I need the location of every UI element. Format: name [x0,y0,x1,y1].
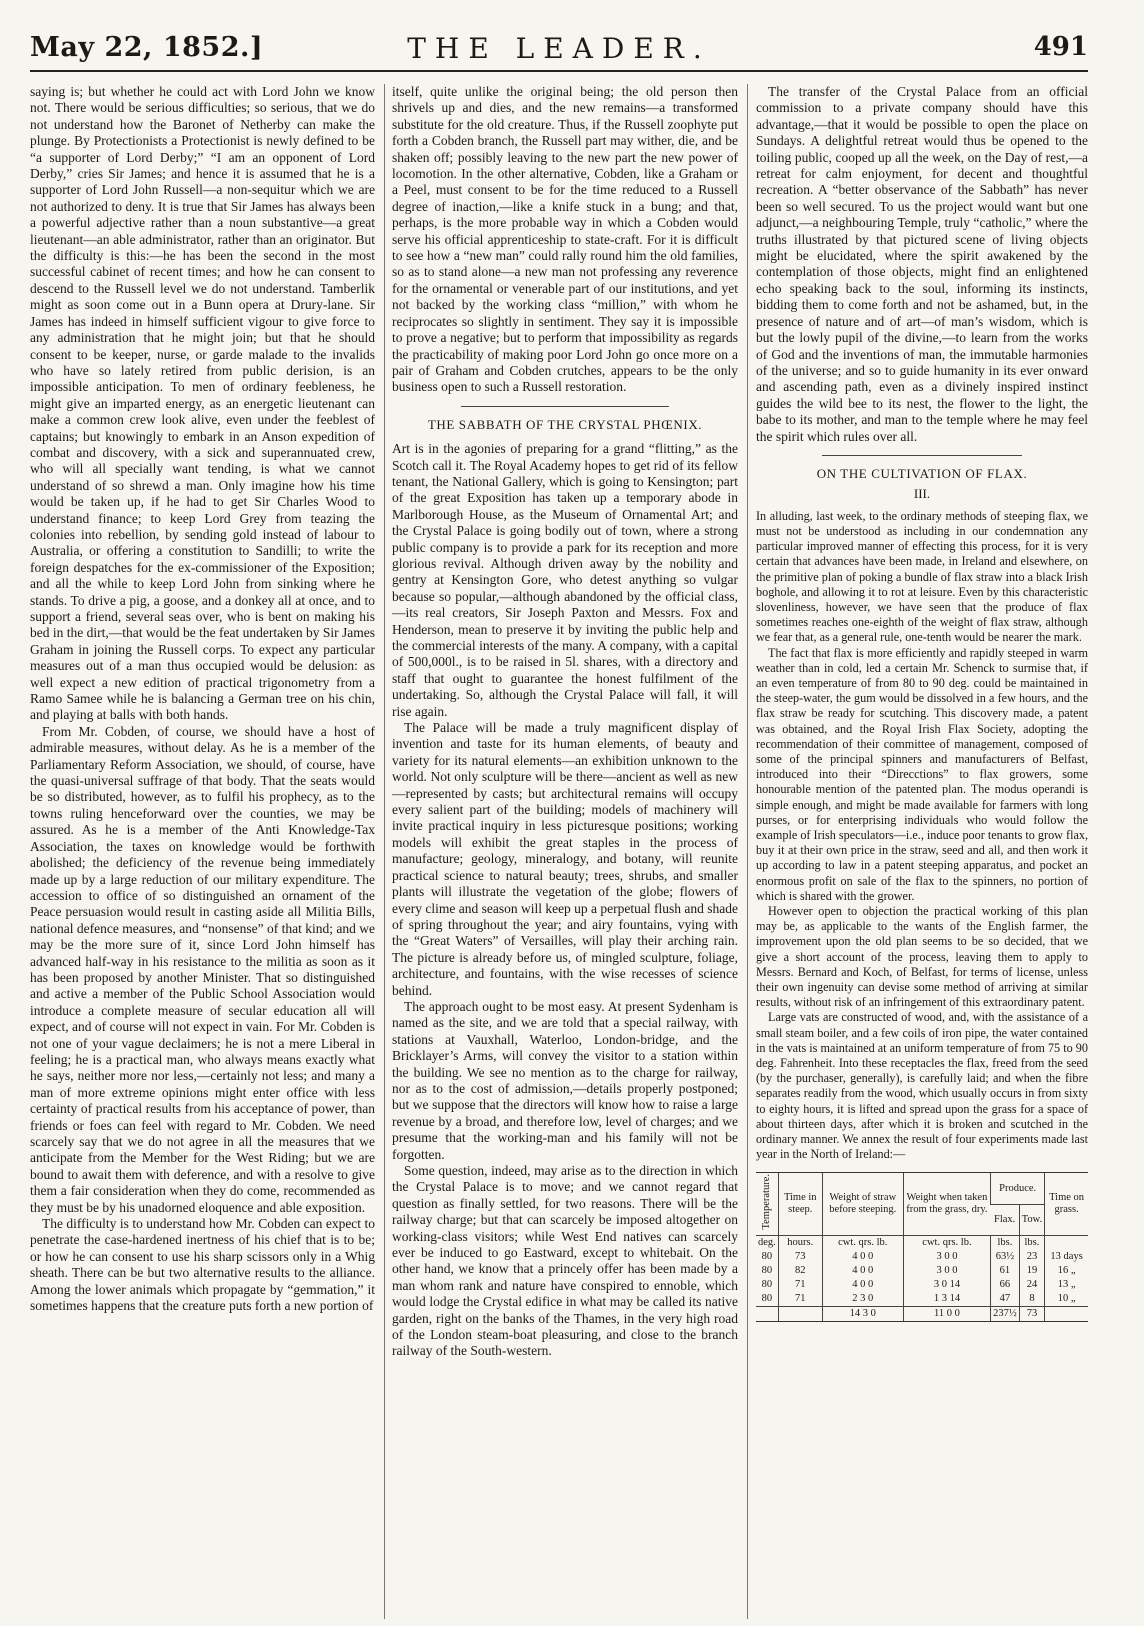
table-header: Flax. [991,1204,1020,1235]
article-paragraph: Large vats are constructed of wood, and, with the assistance of a small steam boiler, and a few coils of iron pipe, the water contained in the vats is maintained at an uniform temperature of from 75 to 90 deg. Fahrenheit. Into these receptacles the flax, freed from the seed (by the purchaser, generally), is carefully laid; and when the fibre separates readily from the wood, which usually occurs in from sixty to eighty hours, it is lifted and spread upon the grass for a space of about thirteen days, after which it is broken and scutched in the ordinary manner. We annex the result of four experiments made last year in the North of Ireland:— [756,1010,1088,1162]
article-subheading: III. [913,486,931,502]
article-paragraph: From Mr. Cobden, of course, we should have a host of admirable measures, without delay. As he is a member of the Parliamentary Reform Association, we should, of course, have the quasi-universal suffrage of that body. That the seats would be so distributed, however, as to fulfil his prophecy, as to the towns ruling henceforward over the counties, we may be assured. As he is a member of the Anti Knowledge-Tax Association, the taxes on knowledge would be forthwith abolished; the deficiency of the revenue being immediately made up by a large reduction of our military expenditure. The accession to office of so distinguished an ornament of the Peace persuasion would result in casting aside all Militia Bills, national defence measures, and “nonsense” of that kind; and we may be the more sure of it, since Lord John himself has advanced half-way in his resistance to the militia as soon as it has been proposed by another Minister. That so distinguished and active a member of the Public School Association would introduce a complete measure of secular education all will expect, and of course will not expect in vain. For Mr. Cobden is not one of your vague declaimers; he is not a mere Liberal in feeling; he is a practical man, who always means exactly what he says, neither more nor less,—certainly not less; and many a man of more extreme opinions might enter office with less certainty of practical results from his acceptance of power, than friends or foes can feel with regard to Mr. Cobden. We need scarcely say that we do not agree in all the measures that we anticipate from the Member for the West Riding; but we are bound to await them with deference, and with a resolve to give them a fair consideration when they do come, recommended as they must be by his unadorned eloquence and able exposition. [30,723,375,1215]
newspaper-title: THE LEADER. [407,32,711,65]
article-paragraph: The fact that flax is more efficiently and rapidly steeped in warm weather than in cold, led a certain Mr. Schenck to surmise that, if an even temperature of from 80 to 90 deg. could be maintained in the steep-water, the gum would be dissolved in a few hours, and the flax straw be ready for scutching. This discovery made, a patent was obtained, and the Royal Irish Flax Society, adopting the recommendation of their committee of management, composed of some of the principal spinners and manufacturers of Belfast, introduced into their “Direcctions” to flax growers, some honourable mention of the patented plan. The modus operandi is simple enough, and might be made available for farmers with long purses, or for enterprising individuals who would follow the example of Irish speculators—i.e., induce poor tenants to grow flax, buy it at their own price in the straw, seed and all, and then work it up according to law in a patent steeping apparatus, and pocket an enormous profit on sale of the flax to the spinners, no portion of which is shared with the grower. [756,645,1088,903]
article-paragraph: The difficulty is to understand how Mr. Cobden can expect to penetrate the case-hardened inertness of his chief that is to be; or how he can consent to use his sharp scissors only in a Whig sheath. There can be but two alternative results to the alliance. Among the lower animals which propagate by “gemmation,” it sometimes happens that the creature puts forth a new portion of [30,1216,375,1314]
article-paragraph: Art is in the agonies of preparing for a grand “flitting,” as the Scotch call it. The Royal Academy hopes to get rid of its fellow tenant, the National Gallery, which is going to Kensington; part of the great Exposition has taken up a temporary abode in Marlborough House, as the Museum of Ornamental Art; and the Crystal Palace is going bodily out of town, where a strong public company is to provide a park for its reception and more glorious revival. Although driven away by the nobility and gentry at Kensington Gore, who detest anything so vulgar because so popular,—although abandoned by the official class,—its real creators, Sir Joseph Paxton and Messrs. Fox and Henderson, mean to preserve it by inviting the public help and the commercial interests of the many. A company, with a capital of 500,000l., is to be raised in 5l. shares, with a directory and staff that ought to guarantee the honest fulfilment of the undertaking. So, although the Crystal Palace will fall, it will rise again. [392,441,738,719]
table-header: Tow. [1019,1204,1044,1235]
column-divider [747,84,748,1619]
section-separator [822,455,1021,456]
table-row: 80 73 4 0 0 3 0 0 63½ 23 13 days [756,1250,1088,1264]
article-paragraph: The Palace will be made a truly magnificent display of invention and taste for its human elements, of beauty and variety for its natural elements—an exhibition unknown to the world. Not only sculpture will be there—ancient as well as new—represented by casts; but architectural remains will occupy every salient part of the building; models of machinery will invite practical inquiry in less picturesque positions; working models will exhibit the great staples in the process of manufacture; geology, mineralogy, and botany, will reunite practical science to natural beauty; trees, shrubs, and smaller plants will illustrate the vegetation of the globe; flowers of every clime and season will keep up a perpetual flush and shade of spring throughout the year; and airy fountains, vying with the “Great Waters” of Versailles, will play their arching rain. The picture is already before us, of mingled sculpture, foliage, architecture, and fountains, with the wise recesses of science behind. [392,720,738,998]
table-row: 80 71 2 3 0 1 3 14 47 8 10 „ [756,1292,1088,1307]
column-2 [392,84,738,1619]
article-paragraph: saying is; but whether he could act with Lord John we know not. There would be serious difficulties; so serious, that we do not understand how the Baronet of Netherby can make the plunge. By Protectionists a Protectionist is newly defined to be “a supporter of Lord Derby;” “I am an opponent of Lord Derby,” cries Sir James; and hence it is assumed that he is a supporter of Lord John Russell—a non-sequitur which we are not authorized to deny. It is true that Sir James has always been a powerful adjective rather than a noun substantive—a great lieutenant—an able administrator, rather than an originator. But the difficulty is this:—he has been the second in the most successful cabinet of recent times; and how he can consent to descend to the Russell level we do not understand. Tamberlik might as soon come out in a Bunn opera at Drury-lane. Sir James has indeed in himself sufficient vigour to give force to any administration that he might join; but that he should consent to be keeper, nurse, or garde malade to the invalids who have so lately retired from public derision, is an impossible anticipation. To men of ordinary feebleness, he might give an imparted energy, as an energetic lieutenant can make a common crew look alive, even under the feeblest of captains; but knowingly to embark in an Anson expedition of combat and discovery, with a sick and superannuated crew, who will all specially want tending, is what we cannot understand of so shrewd a man. Only imagine how his time would be taken up, if he had to get Sir Charles Wood to understand finance; to keep Lord Grey from teazing the colonies into rebellion, by sending gold instead of labour to Australia, or offering a constitution to Sandilli; to write the foreign despatches for the ex-commissioner of the Exposition; and all the while to keep Lord John from sinking where he stands. To drive a pig, a goose, and a donkey all at once, and to support a friend, several seas over, who is bent on making his bed in the dirt,—that would be the feat undertaken by Sir James Graham in joining the Russell corps. To expect any particular measures out of a man thus occupied would be delusion: as well expect a new edition of practical trigonometry from a Ramo Samee while he is balancing a German tree on his chin, and playing at balls with both hands. [30,84,375,723]
article-paragraph: The approach ought to be most easy. At present Sydenham is named as the site, and we are told that a special railway, with stations at Vauxhall, Waterloo, London-bridge, and the Bricklayer’s Arms, will convey the visitor to a station within the building. We see no mention as to the charge for railway, nor as to the cost of admission,—details properly postponed; but we suppose that the directors will know how to raise a large revenue by a broad, and therefore low, level of charges; and we presume that the working-man and his family will not be forgotten. [392,998,738,1162]
table-row: 80 71 4 0 0 3 0 14 66 24 13 „ [756,1278,1088,1292]
article-paragraph: In alluding, last week, to the ordinary methods of steeping flax, we must not be understood as including in our condemnation any particular improved manner of effecting this process, for it is very certain that advances have been made, in Ireland and elsewhere, on the primitive plan of poking a bundle of flax straw into a black Irish boghole, and allowing it to rot at leisure. Even by this characteristic slovenliness, however, we have seen that the produce of flax sometimes reaches one-eighth of the weight of flax straw, although we fear that, as a general rule, one-tenth would be nearer the mark. [756,508,1088,645]
column-divider [384,84,385,1619]
table-header: Weight when taken from the grass, dry. [903,1173,990,1236]
table-header: Time on grass. [1045,1173,1088,1236]
column-3 [756,84,1088,1619]
column-1 [30,84,375,1619]
issue-date: May 22, 1852.] [30,32,264,63]
article-paragraph: itself, quite unlike the original being; the old person then shrivels up and dies, and the new remains—a transformed substitute for the old creature. Thus, if the Russell zoophyte put forth a Cobden branch, the Russell part may wither, die, and be shaken off; possibly leaving to the new part the new power of locomotion. In the other alternative, Cobden, like a Graham or a Peel, must consent to be for the time reduced to a Russell degree of inaction,—like a knife stuck in a bung; and that, perhaps, is the more probable way in which a Cobden would serve his official apprenticeship to state-craft. For it is difficult to see how a “new man” could rally round him the old families, so as to stand alone—a new man not professing any reverence for the ornamental or venerable part of our institutions, and yet not backed by the working class “million,” with whom he reciprocates so slightly in sentiment. They say it is impossible to prove a negative; but to perform that impossibility as regards the practicability of making poor Lord John go once more on a pair of Graham and Cobden crutches, appears to be the only business open to such a Russell restoration. [392,84,738,395]
table-header: Time in steep. [778,1173,822,1236]
page-number: 491 [1033,32,1088,62]
table-units-row: deg. hours. cwt. qrs. lb. cwt. qrs. lb. lbs. lbs. [756,1236,1088,1251]
article-paragraph: The transfer of the Crystal Palace from an official commission to a private company should have this advantage,—that it would be possible to open the place on Sundays. A delightful retreat would thus be opened to the toiling public, cooped up all the week, on the Day of rest,—a retreat for calm enjoyment, for decent and thoughtful recreation. A “better observance of the Sabbath” has never been so well secured. To us the project would want but one adjunct,—a neighbouring Temple, truly “catholic,” where the truths illustrated by that pictured scene of living objects might be elucidated, where the spirit awakened by the contemplation of those objects, might find an enlightened echo speaking back to the soul, informing its instincts, bidding them to come forth and not be ashamed, but, in the presence of nature and of art—of man’s wisdom, which is but the lowly pupil of the divine,—to learn from the works of God and the inventions of man, the immutable harmonies of the universe; and so to guide humanity in its ever onward and ascending path, even as a divinely inspired instinct guides the wild bee to its nest, the flower to the light, the babe to its mother, and man to the temple where he may feel the spirit which rules over all. [756,84,1088,444]
table-totals-row: 14 3 0 11 0 0 237½ 73 [756,1307,1088,1322]
article-paragraph: However open to objection the practical working of this plan may be, as applicable to the wants of the English farmer, the improvement upon the old plan seems to be so decided, that we give a short account of the process, leaving them to apply to Messrs. Bernard and Koch, of Belfast, for terms of license, unless their own ingenuity can devise some method of arriving at similar results, without risk of an infringement of this extraordinary patent. [756,904,1088,1010]
masthead [30,32,1088,68]
table-header: Produce. [991,1173,1045,1204]
table-row: 80 82 4 0 0 3 0 0 61 19 16 „ [756,1264,1088,1278]
table-header: Temperature. [756,1173,778,1236]
section-separator [461,406,669,407]
flax-experiment-table [756,1172,1088,1322]
article-heading: THE SABBATH OF THE CRYSTAL PHŒNIX. [427,416,703,432]
article-paragraph: Some question, indeed, may arise as to the direction in which the Crystal Palace is to move; and we cannot regard that question as finally settled, for two reasons. There will be the railway charge; but that can scarcely be imposed altogether on working-class visitors; while West End natives can scarcely ever be induced to go Eastward, except to whitebait. On the other hand, we know that a princely offer has been made by a man whom rank and nature have conspired to ennoble, which would lodge the Crystal edifice in what may be called its native garden, right on the banks of the Thames, in the very high road of the London steam-boat pleasuring, and close to the branch railway of the South-western. [392,1163,738,1359]
article-heading: ON THE CULTIVATION OF FLAX. [816,465,1028,481]
table-header: Weight of straw before steeping. [822,1173,903,1236]
masthead-rule [30,70,1088,72]
